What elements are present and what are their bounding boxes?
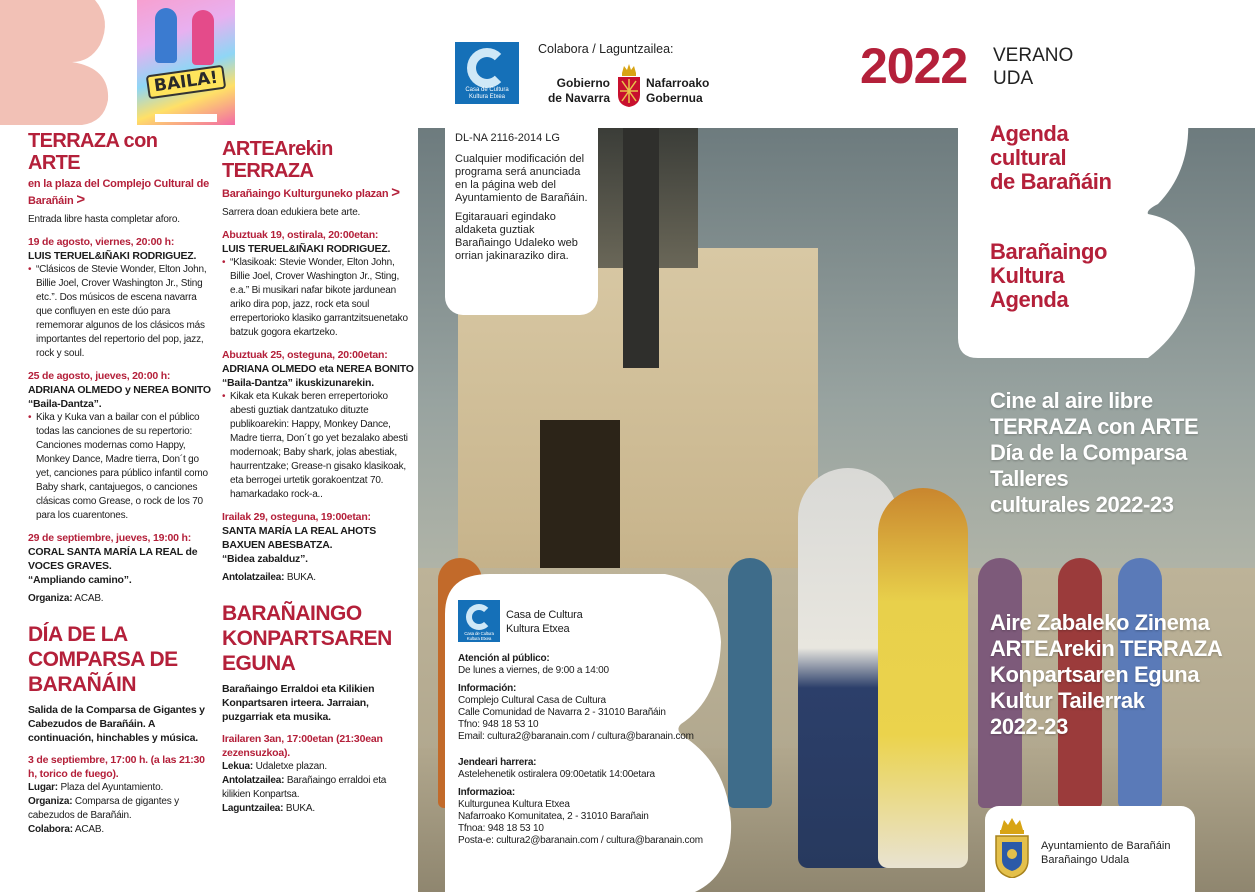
column-basque <box>222 138 414 816</box>
phone-line: Tfnoa: 948 18 53 10 <box>458 823 544 834</box>
event-description: • Kika y Kuka van a bailar con el público todas las canciones de su repertorio: Canciones modernas como Happy, Monkey Dance, Madre tierra, Don´t go yet, canciones para público infantil como Baby shark, cantajuegos, o canciones clásicas como Grease, o rock de los 70 para los cuarentones. <box>28 411 213 523</box>
event-date: 19 de agosto, viernes, 20:00 h: <box>28 236 175 248</box>
comparsa-intro-es: Salida de la Comparsa de Gigantes y Cabezudos de Barañáin. A continuación, hinchables y música. <box>28 704 205 744</box>
season-label: VERANO UDA <box>993 45 1074 89</box>
list-item: Talleres <box>990 466 1069 491</box>
address-line: Complejo Cultural Casa de Cultura <box>458 695 606 706</box>
column-spanish <box>28 130 213 837</box>
event-description: • “Klasikoak: Stevie Wonder, Elton John, Billie Joel, Crover Washington Jr., Sting, e.a.” Bi musikari nafar bikote jardunean ariko dira pop, jazz, rock eta soul errepertorioko klasiko garrantzitsuenetako batzuk gogora ekartzeko. <box>222 256 414 340</box>
terraza-subtitle-es: en la plaza del Complejo Cultural de Barañáin > <box>28 178 210 208</box>
organiza-line: Organiza: ACAB. <box>28 593 104 604</box>
address-line: Calle Comunidad de Navarra 2 - 31010 Barañáin <box>458 707 666 718</box>
coral-performer: CORAL SANTA MARÍA LA REAL de VOCES GRAVES. <box>28 546 198 572</box>
event-description: • Kikak eta Kukak beren errepertorioko abesti guztiak dantzatuko dituzte publikoarekin: Happy, Monkey Dance, Madre tierra, Don´t go yet bezalako abesti modernoak; Baby shark, jolas abestiak, haurrentzake; Grease-n gisako klasikoak, eta berrogei urtetik gorakoentzat 70. hamarkadako rock-a.. <box>222 390 414 502</box>
list-item: Kultur Tailerrak <box>990 688 1145 713</box>
coral-title: “Ampliando camino”. <box>28 574 132 586</box>
casa-cultura-logo: Casa de Cultura Kultura Etxea <box>458 600 500 642</box>
event-date: Abuztuak 19, ostirala, 20:00etan: <box>222 229 379 241</box>
list-item: ARTEArekin TERRAZA <box>990 636 1223 661</box>
notice-eu: Egitarauari egindako aldaketa guztiak Barañaingo Udaleko web orrian jakinaraziko dira. <box>455 211 578 262</box>
event-description: • “Clásicos de Stevie Wonder, Elton John, Billie Joel, Crover Washington Jr., Sting etc.”. Dos músicos de escena navarra que confluyen en este dúo para rememorar algunos de los clásicos más importantes del repertorio del pop, jazz, rock y soul. <box>28 263 213 361</box>
terraza-entry-es: Entrada libre hasta completar aforo. <box>28 214 180 225</box>
coral-title: “Bidea zabalduz”. <box>222 553 308 565</box>
list-item: Cine al aire libre <box>990 388 1153 413</box>
event-performer: ADRIANA OLMEDO y NEREA BONITO “Baila-Dantza”. <box>28 384 211 410</box>
event-performer: LUIS TERUEL&IÑAKI RODRIGUEZ. <box>222 243 391 255</box>
legal-notice-box <box>445 128 598 315</box>
event-performer: ADRIANA OLMEDO eta NEREA BONITO “Baila-Dantza” ikuskizunarekin. <box>222 363 414 389</box>
baila-dantza-poster <box>137 0 235 125</box>
lekua-line: Lekua: Udaletxe plazan. <box>222 761 327 772</box>
gobierno-navarra-logo: Gobierno de Navarra Nafarroako Gobernua <box>538 63 738 108</box>
comparsa-title-eu: BARAÑAINGO KONPARTSAREN EGUNA <box>222 602 392 675</box>
arrow-icon: > <box>76 191 85 208</box>
informacion-heading: Información: <box>458 683 517 694</box>
terraza-subtitle-eu: Barañaingo Kulturguneko plazan > <box>222 184 400 201</box>
notice-es: Cualquier modificación del programa será anunciada en la página web del Ayuntamiento de Barañáin. <box>455 153 588 204</box>
casa-cultura-logo: Casa de Cultura Kultura Etxea <box>455 42 519 104</box>
email-line: Email: cultura2@baranain.com / cultura@baranain.com <box>458 731 694 742</box>
coral-date: Irailak 29, osteguna, 19:00etan: <box>222 511 371 523</box>
list-item: 2022-23 <box>990 714 1068 739</box>
organiza-line: Antolatzailea: BUKA. <box>222 572 316 583</box>
laguntzailea-line: Laguntzailea: BUKA. <box>222 803 315 814</box>
colabora-label: Colabora / Laguntzailea: <box>538 42 674 56</box>
list-item: Aire Zabaleko Zinema <box>990 610 1210 635</box>
informazioa-heading: Informazioa: <box>458 787 516 798</box>
atencion-hours: De lunes a viernes, de 9:00 a 14:00 <box>458 665 609 676</box>
arrow-icon: > <box>391 184 400 201</box>
ayuntamiento-logo-box <box>985 806 1195 892</box>
event-date: Abuztuak 25, osteguna, 20:00etan: <box>222 349 388 361</box>
program-list-eu <box>990 610 1222 740</box>
list-item: Konpartsaren Eguna <box>990 662 1200 687</box>
address-line: Nafarroako Komunitatea, 2 - 31010 Barañain <box>458 811 649 822</box>
email-line: Posta-e: cultura2@baranain.com / cultura@baranain.com <box>458 835 703 846</box>
jendeari-hours: Astelehenetik ostiralera 09:00etatik 14:00etara <box>458 769 655 780</box>
event-performer: LUIS TERUEL&IÑAKI RODRIGUEZ. <box>28 250 197 262</box>
year-label: 2022 <box>860 38 968 94</box>
address-line: Kulturgunea Kultura Etxea <box>458 799 570 810</box>
ayuntamiento-name: Ayuntamiento de Barañáin Barañaingo Udala <box>1041 840 1171 866</box>
navarra-shield-icon <box>616 63 642 107</box>
atencion-heading: Atención al público: <box>458 653 550 664</box>
comparsa-intro-eu: Barañaingo Erraldoi eta Kilikien Konpartsaren irteera. Jarraian, puzgarriak eta musika. <box>222 683 375 723</box>
poster-title: BAILA! <box>146 65 227 100</box>
list-item: TERRAZA con ARTE <box>990 414 1199 439</box>
casa-cultura-name: Casa de Cultura Kultura Etxea <box>506 609 583 635</box>
baranain-shield-icon <box>993 816 1031 878</box>
agenda-title-eu: Barañaingo Kultura Agenda <box>990 239 1108 312</box>
comparsa-title-es: DÍA DE LA COMPARSA DE BARAÑÁIN <box>28 623 178 696</box>
agenda-title-es: Agenda cultural de Barañáin <box>990 121 1112 194</box>
coral-performer: SANTA MARÍA LA REAL AHOTS BAXUEN ABESBATZA. <box>222 525 377 551</box>
terraza-entry-eu: Sarrera doan edukiera bete arte. <box>222 207 361 218</box>
terraza-title-eu: ARTEArekin TERRAZA <box>222 138 333 182</box>
colabora-line: Colabora: ACAB. <box>28 824 104 835</box>
antolatzailea-line: Antolatzailea: Barañaingo erraldoi eta kilikien Konpartsa. <box>222 775 387 800</box>
jendeari-heading: Jendeari harrera: <box>458 757 537 768</box>
coral-date: 29 de septiembre, jueves, 19:00 h: <box>28 532 192 544</box>
legal-deposit: DL-NA 2116-2014 LG <box>455 132 560 144</box>
event-date: 25 de agosto, jueves, 20:00 h: <box>28 370 171 382</box>
phone-line: Tfno: 948 18 53 10 <box>458 719 539 730</box>
program-list-es <box>990 388 1198 518</box>
list-item: culturales 2022-23 <box>990 492 1174 517</box>
list-item: Día de la Comparsa <box>990 440 1187 465</box>
lugar-line: Lugar: Plaza del Ayuntamiento. <box>28 782 164 793</box>
organiza2-line: Organiza: Comparsa de gigantes y cabezudos de Barañáin. <box>28 796 179 821</box>
comparsa-date-es: 3 de septiembre, 17:00 h. (a las 21:30 h, torico de fuego). <box>28 754 205 780</box>
comparsa-date-eu: Irailaren 3an, 17:00etan (21:30ean zezensuzkoa). <box>222 733 383 759</box>
b-letter-decoration <box>0 0 112 125</box>
terraza-title-es: TERRAZA con ARTE <box>28 130 158 174</box>
